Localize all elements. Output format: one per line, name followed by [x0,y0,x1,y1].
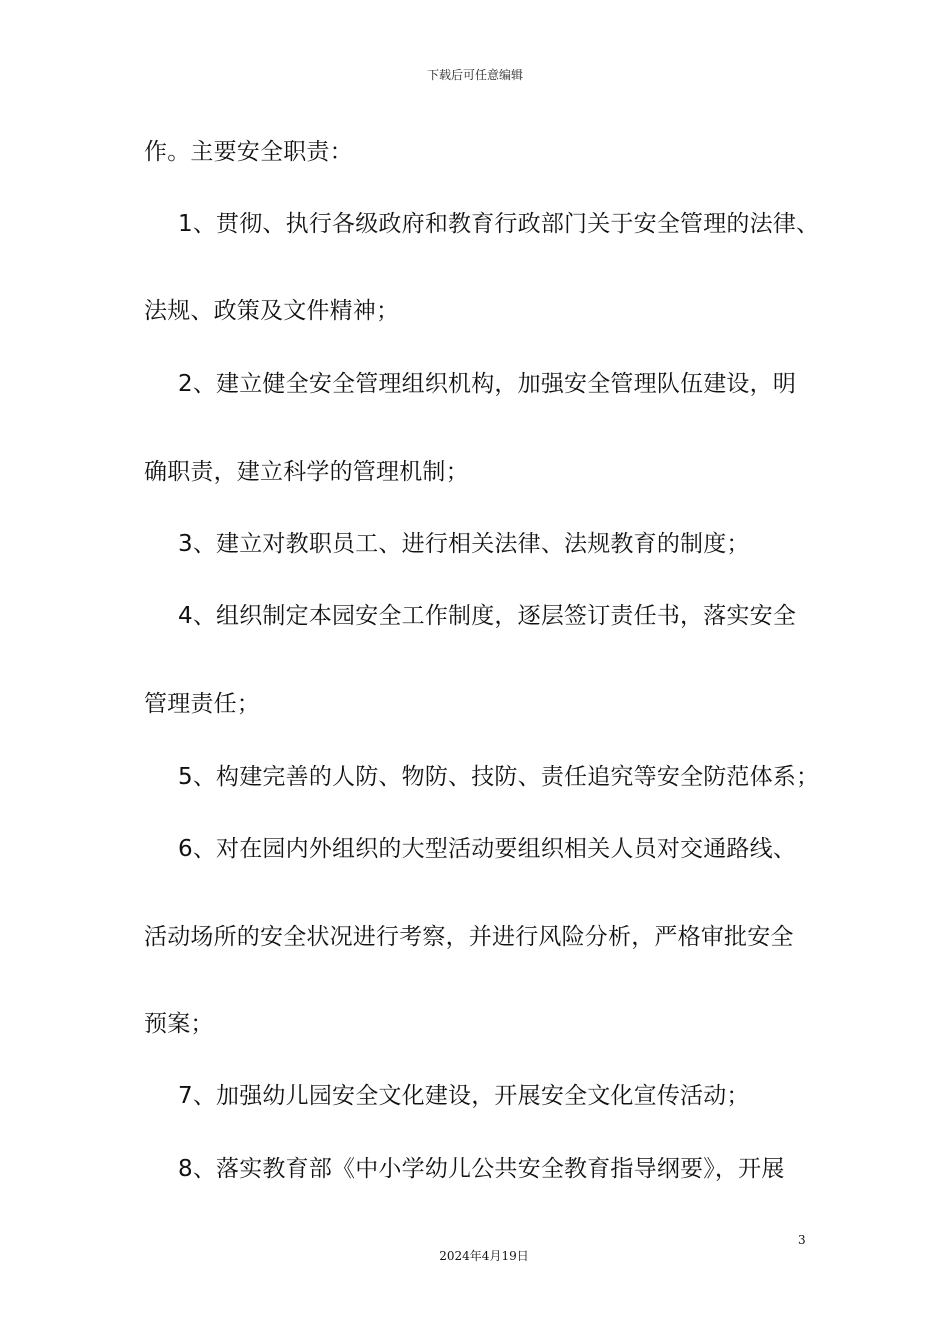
body-line-13: 7、加强幼儿园安全文化建设，开展安全文化宣传活动； [178,1083,750,1109]
footer-date: 2024年4月19日 [439,1249,529,1263]
body-line-9: 5、构建完善的人防、物防、技防、责任追究等安全防范体系； [178,764,820,790]
body-line-11: 活动场所的安全状况进行考察，并进行风险分析，严格审批安全 [144,924,794,950]
body-line-10: 6、对在园内外组织的大型活动要组织相关人员对交通路线、 [178,836,797,862]
body-line-4: 2、建立健全安全管理组织机构，加强安全管理队伍建设，明 [178,371,797,397]
body-line-7: 4、组织制定本园安全工作制度，逐层签订责任书，落实安全 [178,603,797,629]
body-line-12: 预案； [144,1011,214,1037]
body-line-3: 法规、政策及文件精神； [144,298,400,324]
body-line-2: 1、贯彻、执行各级政府和教育行政部门关于安全管理的法律、 [178,211,820,237]
body-line-5: 确职责，建立科学的管理机制； [144,459,469,485]
page-header: 下载后可任意编辑 [426,68,523,82]
body-line-8: 管理责任； [144,691,260,717]
body-line-14: 8、落实教育部《中小学幼儿公共安全教育指导纲要》，开展 [178,1156,785,1182]
body-line-6: 3、建立对教职员工、进行相关法律、法规教育的制度； [178,531,750,557]
body-line-1: 作。主要安全职责： [144,139,353,165]
page-number: 3 [798,1233,806,1247]
